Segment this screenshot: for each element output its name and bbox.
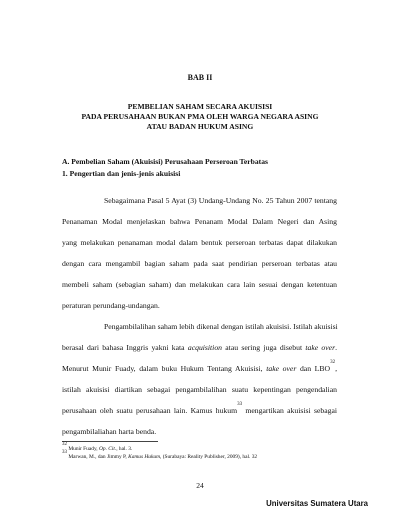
italic-term: take over bbox=[266, 364, 297, 373]
chapter-title-line: PEMBELIAN SAHAM SECARA AKUISISI bbox=[127, 102, 273, 111]
chapter-heading: BAB II bbox=[187, 73, 213, 82]
paragraph-line: Menurut Munir Fuady, dalam buku Hukum Tentang Akuisisi, take over dan LBO$^{32}$, bbox=[62, 360, 337, 373]
paragraph-line: dengan cara mengambil bagian saham pada saat pendirian perseroan terbatas atau bbox=[62, 259, 337, 268]
chapter-title bbox=[0, 102, 400, 132]
chapter-title-line: PADA PERUSAHAAN BUKAN PMA OLEH WARGA NEGARA ASING bbox=[81, 112, 319, 121]
paragraph-line: berasal dari bahasa Inggris yakni kata acquisition atau sering juga disebut take over. bbox=[62, 343, 337, 352]
paragraph-line: Sebagaimana Pasal 5 Ayat (3) Undang-Undang No. 25 Tahun 2007 tentang bbox=[104, 196, 337, 205]
paragraph-line: peraturan perundang-undangan. bbox=[62, 301, 160, 310]
chapter-title-line: ATAU BADAN HUKUM ASING bbox=[146, 122, 254, 131]
footnote-33: $^{33}$ Marwan, M., dan Jimmy P, Kamus Hukum, (Surabaya: Reality Publisher, 2009), hal. 32 bbox=[62, 450, 258, 460]
paragraph-line: membeli saham (sebagian saham) dan melakukan cara lain sesuai dengan ketentuan bbox=[62, 280, 337, 289]
subsection-heading-1: 1. Pengertian dan jenis-jenis akuisisi bbox=[62, 169, 181, 178]
footnote-32: $^{32}$ Munir Fuady, Op. Cit., hal. 3. bbox=[62, 442, 133, 452]
paragraph-line: Penanaman Modal menjelaskan bahwa Penanam Modal Dalam Negeri dan Asing bbox=[62, 217, 337, 226]
section-heading-a: A. Pembelian Saham (Akuisisi) Perusahaan Perseroan Terbatas bbox=[62, 157, 268, 166]
footnote-divider bbox=[62, 441, 158, 442]
footnote-ref: 32 bbox=[330, 360, 336, 365]
italic-term: acquisition bbox=[187, 343, 223, 352]
footnote-ref: 33 bbox=[237, 402, 243, 407]
italic-term: take over bbox=[305, 343, 336, 352]
page-number: 24 bbox=[196, 481, 204, 490]
paragraph-line: perusahaan oleh suatu perusahaan lain. Kamus hukum$^{33}$ mengartikan akuisisi sebagai bbox=[62, 402, 338, 415]
paragraph-line: Pengambilalihan saham lebih dikenal dengan istilah akuisisi. Istilah akuisisi bbox=[104, 322, 338, 331]
university-footer: Universitas Sumatera Utara bbox=[266, 499, 368, 508]
paragraph-line: pengambilaliahan harta benda. bbox=[62, 427, 157, 436]
paragraph-line: istilah akuisisi diartikan sebagai pengambilalihan suatu kepentingan pengendalian bbox=[62, 385, 337, 394]
paragraph-line: yang melakukan penanaman modal dalam bentuk perseroan terbatas dapat dilakukan bbox=[62, 238, 337, 247]
